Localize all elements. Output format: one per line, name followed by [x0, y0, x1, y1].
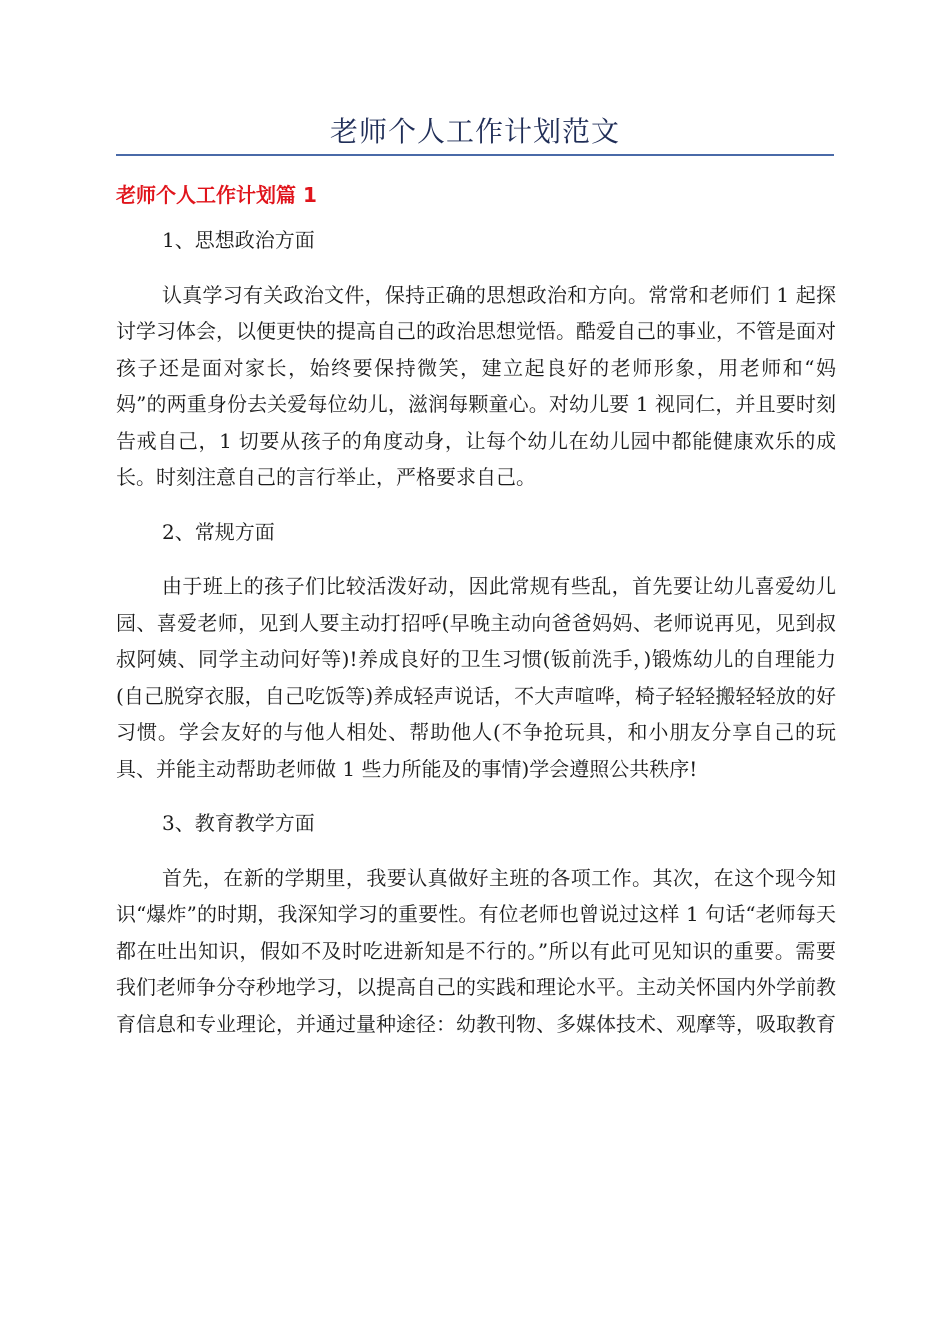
spacer — [116, 550, 836, 568]
paragraph-teaching: 首先，在新的学期里，我要认真做好主班的各项工作。其次，在这个现今知识“爆炸”的时期，我深知学习的重要性。有位老师也曾说过这样 1 句话“老师每天都在吐出知识，假如不及时吃进新知是不行的。”所以有此可见知识的重要。需要我们老师争分夺秒地学习，以提高自己的实践和理论水平。主动关怀国内外学前教育信息和专业理论，并通过量种途径：幼教刊物、多媒体技术、观摩等，吸取教育 — [116, 865, 836, 1036]
subheading-routine: 2、常规方面 — [162, 519, 275, 544]
subheading-politics: 1、思想政治方面 — [162, 228, 315, 252]
document-title: 老师个人工作计划范文 — [329, 115, 620, 148]
spacer — [116, 496, 836, 514]
paragraph-routine: 由于班上的孩子们比较活泼好动，因此常规有些乱，首先要让幼儿喜爱幼儿园、喜爱老师，见到人要主动打招呼(早晚主动向爸爸妈妈、老师说再见，见到叔叔阿姨、同学主动问好等)!养成良好的卫生习惯(钣前洗手，)锻炼幼儿的自理能力(自己脱穿衣服，自己吃饭等)养成轻声说话，不大声喧哗，椅子轻轻搬轻轻放的好习惯。学会友好的与他人相处、帮助他人(不争抢玩具，和小朋友分享自己的玩具、并能主动帮助老师做 1 些力所能及的事情)学会遵照公共秩序! — [116, 574, 836, 781]
subheading-teaching: 3、教育教学方面 — [162, 811, 315, 835]
spacer — [116, 842, 836, 860]
paragraph-politics: 认真学习有关政治文件，保持正确的思想政治和方向。常常和老师们 1 起探讨学习体会，以便更快的提高自己的政治思想觉悟。酷爱自己的事业，不管是面对孩子还是面对家长，始终要保持微笑，建立起良好的老师形象，用老师和“妈妈”的两重身份去关爱每位幼儿，滋润每颗童心。对幼儿要 1 视同仁，并且要时刻告戒自己，1 切要从孩子的角度动身，让每个幼儿在幼儿园中都能健康欢乐的成长。时刻注意自己的言行举止，严格要求自己。 — [116, 282, 836, 489]
document-body — [116, 222, 836, 1042]
title-divider — [116, 154, 834, 156]
spacer — [116, 787, 836, 805]
spacer — [116, 259, 836, 277]
section-heading: 老师个人工作计划篇 1 — [116, 183, 317, 207]
